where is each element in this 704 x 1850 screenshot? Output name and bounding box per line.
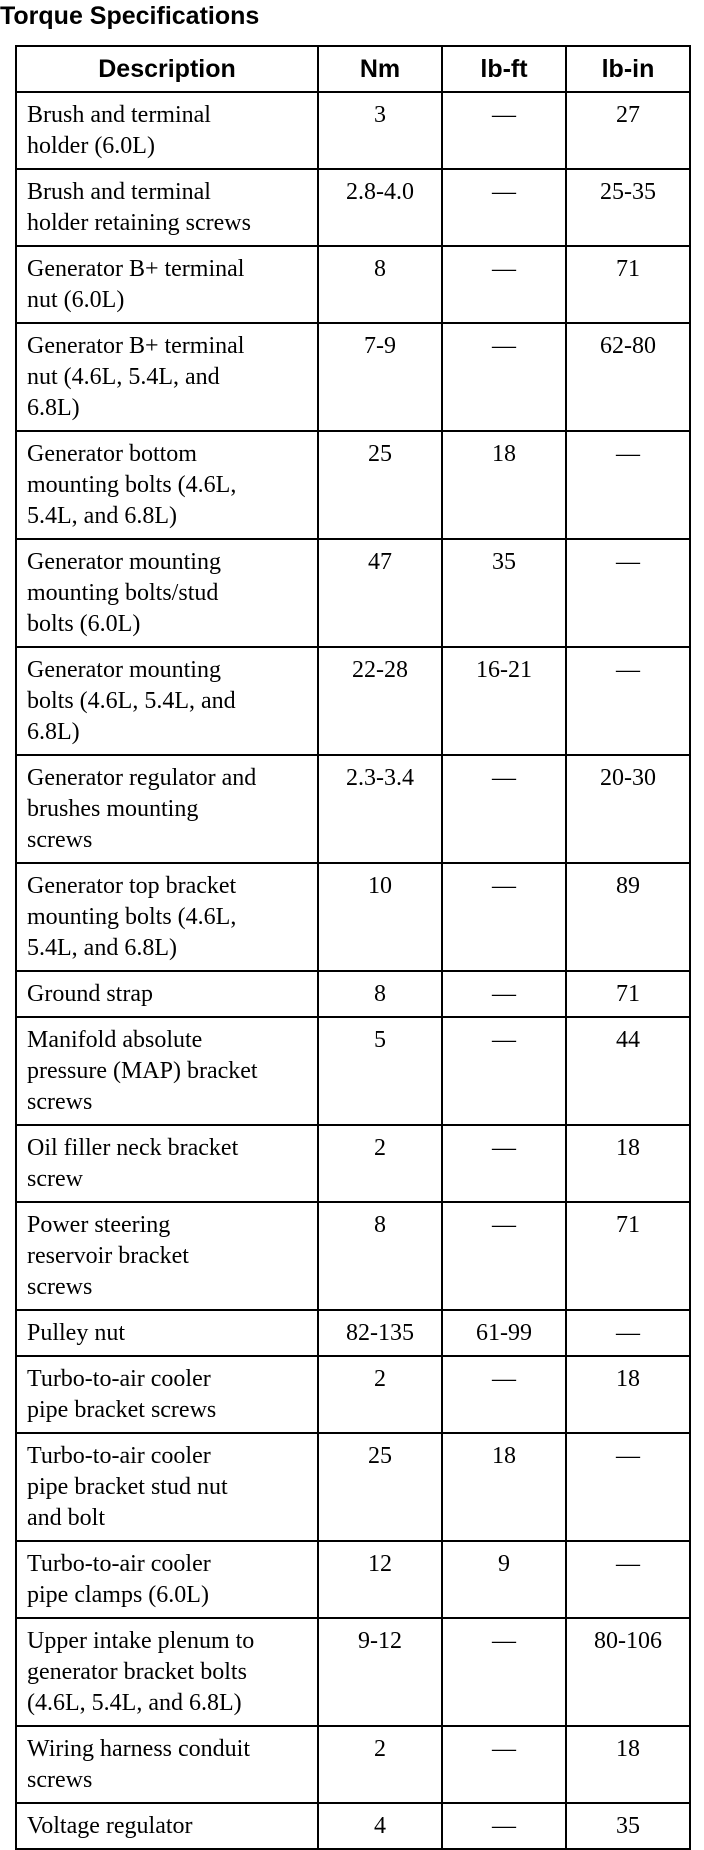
cell-lb-ft: — [442, 92, 566, 169]
cell-lb-ft: 61-99 [442, 1310, 566, 1356]
cell-description: Turbo-to-air cooler pipe bracket screws [16, 1356, 318, 1433]
cell-lb-in: 35 [566, 1803, 690, 1849]
cell-description: Oil filler neck bracket screw [16, 1125, 318, 1202]
cell-lb-in: 20-30 [566, 755, 690, 863]
table-row [16, 1356, 690, 1433]
cell-lb-ft: — [442, 1803, 566, 1849]
cell-lb-ft: 35 [442, 539, 566, 647]
header-description: Description [16, 46, 318, 92]
cell-lb-ft: — [442, 755, 566, 863]
cell-lb-ft: — [442, 1726, 566, 1803]
cell-description: Generator mounting bolts (4.6L, 5.4L, and 6.8L) [16, 647, 318, 755]
cell-description: Ground strap [16, 971, 318, 1017]
cell-nm: 7-9 [318, 323, 442, 431]
cell-lb-ft: 9 [442, 1541, 566, 1618]
cell-description: Pulley nut [16, 1310, 318, 1356]
table-row [16, 863, 690, 971]
table-row [16, 169, 690, 246]
cell-nm: 25 [318, 431, 442, 539]
cell-lb-in: — [566, 539, 690, 647]
cell-lb-in: — [566, 431, 690, 539]
table-row [16, 1726, 690, 1803]
cell-description: Generator bottom mounting bolts (4.6L, 5.4L, and 6.8L) [16, 431, 318, 539]
cell-lb-in: — [566, 1433, 690, 1541]
table-row [16, 1017, 690, 1125]
cell-lb-in: — [566, 1541, 690, 1618]
table-row [16, 971, 690, 1017]
cell-lb-ft: 16-21 [442, 647, 566, 755]
cell-lb-ft: — [442, 169, 566, 246]
cell-lb-in: 71 [566, 246, 690, 323]
cell-nm: 2 [318, 1726, 442, 1803]
cell-nm: 22-28 [318, 647, 442, 755]
cell-description: Upper intake plenum to generator bracket bolts (4.6L, 5.4L, and 6.8L) [16, 1618, 318, 1726]
cell-lb-ft: — [442, 1202, 566, 1310]
torque-spec-table [15, 45, 691, 1850]
cell-lb-in: 18 [566, 1356, 690, 1433]
header-lb-ft: lb-ft [442, 46, 566, 92]
table-row [16, 1541, 690, 1618]
cell-lb-in: — [566, 647, 690, 755]
cell-description: Brush and terminal holder (6.0L) [16, 92, 318, 169]
page-title: Torque Specifications [0, 2, 260, 30]
table-row [16, 647, 690, 755]
cell-description: Generator regulator and brushes mounting screws [16, 755, 318, 863]
cell-lb-in: — [566, 1310, 690, 1356]
cell-description: Generator B+ terminal nut (4.6L, 5.4L, and 6.8L) [16, 323, 318, 431]
table-row [16, 1202, 690, 1310]
cell-lb-in: 71 [566, 1202, 690, 1310]
cell-description: Turbo-to-air cooler pipe clamps (6.0L) [16, 1541, 318, 1618]
cell-description: Voltage regulator [16, 1803, 318, 1849]
cell-description: Generator mounting mounting bolts/stud bolts (6.0L) [16, 539, 318, 647]
cell-nm: 8 [318, 246, 442, 323]
cell-description: Brush and terminal holder retaining screws [16, 169, 318, 246]
cell-lb-ft: — [442, 971, 566, 1017]
cell-nm: 10 [318, 863, 442, 971]
cell-nm: 47 [318, 539, 442, 647]
cell-lb-in: 25-35 [566, 169, 690, 246]
cell-nm: 4 [318, 1803, 442, 1849]
table-header-row [16, 46, 690, 92]
cell-nm: 5 [318, 1017, 442, 1125]
cell-lb-ft: — [442, 323, 566, 431]
cell-lb-in: 80-106 [566, 1618, 690, 1726]
table-row [16, 1433, 690, 1541]
cell-description: Power steering reservoir bracket screws [16, 1202, 318, 1310]
table-row [16, 755, 690, 863]
cell-nm: 82-135 [318, 1310, 442, 1356]
cell-lb-in: 18 [566, 1726, 690, 1803]
cell-nm: 8 [318, 971, 442, 1017]
cell-nm: 2.3-3.4 [318, 755, 442, 863]
cell-nm: 2.8-4.0 [318, 169, 442, 246]
cell-description: Wiring harness conduit screws [16, 1726, 318, 1803]
table-row [16, 92, 690, 169]
table-row [16, 323, 690, 431]
table-row [16, 431, 690, 539]
cell-nm: 12 [318, 1541, 442, 1618]
cell-lb-in: 71 [566, 971, 690, 1017]
cell-lb-ft: — [442, 1618, 566, 1726]
cell-lb-ft: — [442, 1017, 566, 1125]
cell-nm: 9-12 [318, 1618, 442, 1726]
header-lb-in: lb-in [566, 46, 690, 92]
cell-lb-ft: — [442, 863, 566, 971]
cell-lb-ft: — [442, 1125, 566, 1202]
cell-nm: 3 [318, 92, 442, 169]
cell-lb-ft: 18 [442, 1433, 566, 1541]
table-row [16, 1310, 690, 1356]
cell-lb-in: 44 [566, 1017, 690, 1125]
cell-nm: 8 [318, 1202, 442, 1310]
header-nm: Nm [318, 46, 442, 92]
cell-description: Manifold absolute pressure (MAP) bracket screws [16, 1017, 318, 1125]
cell-lb-in: 18 [566, 1125, 690, 1202]
table-row [16, 1125, 690, 1202]
cell-lb-in: 62-80 [566, 323, 690, 431]
cell-description: Generator B+ terminal nut (6.0L) [16, 246, 318, 323]
cell-lb-ft: 18 [442, 431, 566, 539]
cell-lb-ft: — [442, 1356, 566, 1433]
cell-description: Generator top bracket mounting bolts (4.6L, 5.4L, and 6.8L) [16, 863, 318, 971]
cell-nm: 25 [318, 1433, 442, 1541]
table-row [16, 1618, 690, 1726]
cell-nm: 2 [318, 1356, 442, 1433]
cell-nm: 2 [318, 1125, 442, 1202]
table-row [16, 246, 690, 323]
cell-lb-ft: — [442, 246, 566, 323]
table-row [16, 539, 690, 647]
cell-lb-in: 27 [566, 92, 690, 169]
cell-lb-in: 89 [566, 863, 690, 971]
table-body [16, 92, 690, 1849]
cell-description: Turbo-to-air cooler pipe bracket stud nut and bolt [16, 1433, 318, 1541]
